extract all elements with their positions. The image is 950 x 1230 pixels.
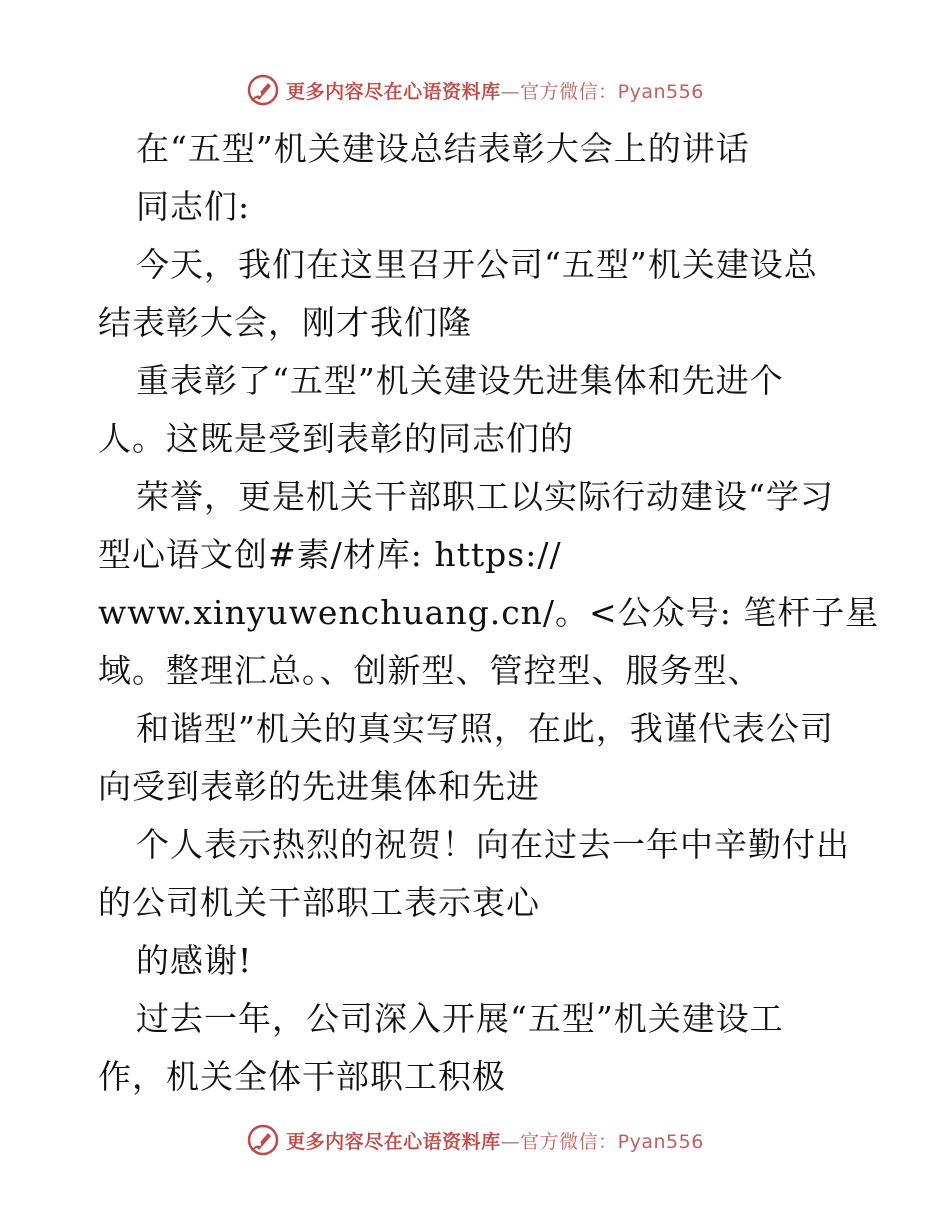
header-site-text: 更多内容尽在心语资料库 (286, 80, 501, 103)
paragraph-line: 作，机关全体干部职工积极 (98, 1057, 506, 1096)
paragraph-line: 型心语文创#素/材库: https:// (98, 535, 562, 574)
document-title: 在“五型”机关建设总结表彰大会上的讲话 (136, 129, 750, 168)
footer-separator: — (500, 1130, 521, 1153)
paragraph-line: 域。整理汇总。、创新型、管控型、服务型、 (98, 651, 762, 690)
header-wechat-text: 官方微信：Pyan556 (520, 80, 704, 103)
footer-banner (0, 1120, 950, 1160)
paragraph-line: 过去一年，公司深入开展“五型”机关建设工 (136, 999, 784, 1038)
paragraph-line: 的感谢! (136, 941, 253, 980)
paragraph-line: 个人表示热烈的祝贺！向在过去一年中辛勤付出 (136, 825, 850, 864)
paragraph-line: 结表彰大会，刚才我们隆 (98, 303, 472, 342)
paragraph-line: 人。这既是受到表彰的同志们的 (98, 419, 574, 458)
header-separator: — (500, 80, 521, 103)
paragraph-line: www.xinyuwenchuang.cn/。<公众号: 笔杆子星 (98, 593, 880, 632)
pen-nib-logo-icon (246, 73, 280, 107)
header-banner (0, 70, 950, 110)
salutation: 同志们: (136, 187, 251, 226)
paragraph-line: 的公司机关干部职工表示衷心 (98, 883, 540, 922)
footer-banner-text (286, 1127, 704, 1154)
pen-nib-logo-icon (246, 1123, 280, 1157)
paragraph-line: 重表彰了“五型”机关建设先进集体和先进个 (136, 361, 784, 400)
paragraph-line: 向受到表彰的先进集体和先进 (98, 767, 540, 806)
paragraph-line: 和谐型”机关的真实写照，在此，我谨代表公司 (136, 709, 834, 748)
footer-site-text: 更多内容尽在心语资料库 (286, 1130, 501, 1153)
footer-wechat-text: 官方微信：Pyan556 (520, 1130, 704, 1153)
document-body (98, 120, 880, 1106)
paragraph-line: 今天，我们在这里召开公司“五型”机关建设总 (136, 245, 818, 284)
header-banner-text (286, 77, 704, 104)
paragraph-line: 荣誉，更是机关干部职工以实际行动建设“学习 (136, 477, 834, 516)
